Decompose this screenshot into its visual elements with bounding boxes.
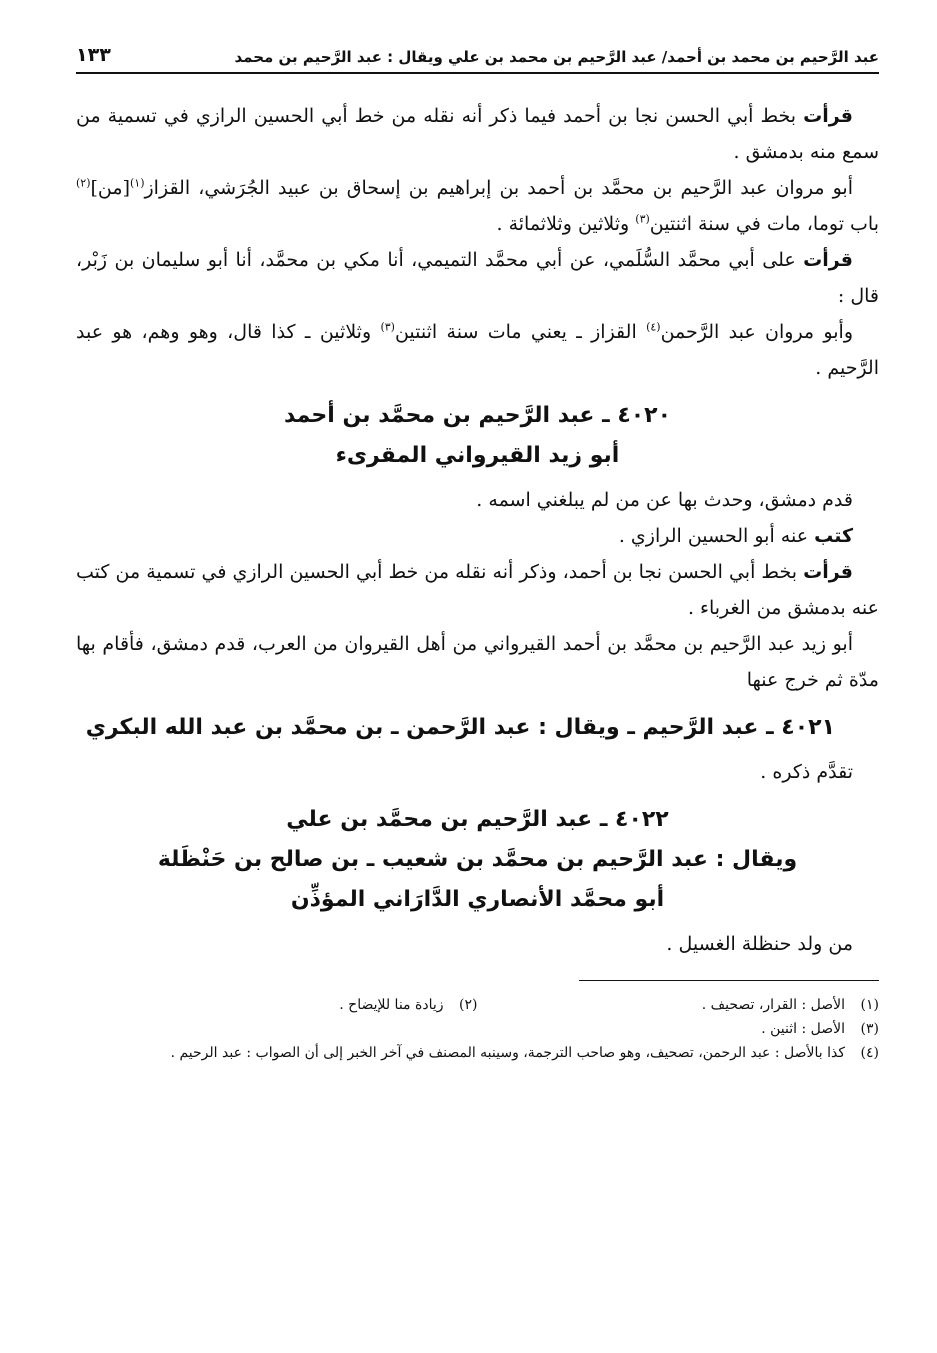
entry-subtitle: ويقال : عبد الرَّحيم بن محمَّد بن شعيب ـ بن صالح بن حَنْظَلة <box>157 847 798 872</box>
paragraph <box>76 170 879 242</box>
entry-title: ٤٠٢٠ ـ عبد الرَّحيم بن محمَّد بن أحمد <box>283 403 672 428</box>
paragraph-text: وأبو مروان عبد الرَّحمن <box>660 321 853 343</box>
paragraph-text: بخط أبي الحسن نجا بن أحمد فيما ذكر أنه نقله من خط أبي الحسين الرازي في تسمية من سمع منه بدمشق . <box>76 105 879 163</box>
page <box>76 44 879 1065</box>
running-title: عبد الرَّحيم بن محمد بن أحمد/ عبد الرَّحيم بن محمد بن علي ويقال : عبد الرَّحيم بن محمد <box>234 48 879 66</box>
paragraph: أبو زيد عبد الرَّحيم بن محمَّد بن أحمد القيرواني من أهل القيروان من العرب، قدم دمشق، فأقام بها مدّة ثم خرج عنها <box>76 633 879 691</box>
running-header <box>76 44 879 74</box>
footnote-ref: (٢) <box>76 176 91 190</box>
paragraph-text: عنه أبو الحسين الرازي . <box>618 525 815 547</box>
paragraph-text: بخط أبي الحسن نجا بن أحمد، وذكر أنه نقله من خط أبي الحسين الرازي في تسمية من كتب عنه بدمشق من الغرباء . <box>76 561 879 619</box>
paragraph-text: وثلاثين وثلاثمائة . <box>496 213 636 235</box>
footnote-divider <box>579 980 879 981</box>
footnote-row <box>76 993 879 1017</box>
paragraph-text: أبو مروان عبد الرَّحيم بن محمَّد بن أحمد بن إبراهيم بن إسحاق بن عبيد الجُرَشي، القزاز <box>144 177 853 199</box>
paragraph <box>76 314 879 386</box>
footnote-ref: (٣) <box>380 320 395 334</box>
footnote-number: (٣) <box>860 1021 879 1037</box>
keyword: قرأت <box>803 561 853 583</box>
footnote-text: زيادة منا للإيضاح . <box>339 997 444 1013</box>
keyword: قرأت <box>803 249 853 271</box>
keyword: قرأت <box>803 105 853 127</box>
paragraph: قدم دمشق، وحدث بها عن من لم يبلغني اسمه . <box>476 489 853 511</box>
entry-subtitle: أبو زيد القيرواني المقرىء <box>335 443 620 468</box>
footnote-text: كذا بالأصل : عبد الرحمن، تصحيف، وهو صاحب الترجمة، وسينبه المصنف في آخر الخبر إلى أن الصواب : عبد الرحيم . <box>170 1045 845 1061</box>
paragraph-text: باب توما، مات في سنة اثنتين <box>649 213 879 235</box>
paragraph-text: وثلاثين ـ كذا قال، وهو وهم، هو عبد الرَّحيم . <box>76 321 879 379</box>
footnote-ref: (٣) <box>635 212 650 226</box>
footnote-number: (٢) <box>459 997 478 1013</box>
entry-heading <box>76 396 879 476</box>
entry-title: ٤٠٢٢ ـ عبد الرَّحيم بن محمَّد بن علي <box>286 807 669 832</box>
paragraph <box>76 554 879 626</box>
footnote-text: الأصل : القرار، تصحيف . <box>701 997 845 1013</box>
page-number: ١٣٣ <box>76 44 111 66</box>
paragraph <box>76 518 879 554</box>
footnote <box>478 993 880 1017</box>
footnote-text: الأصل : اثنين . <box>761 1021 845 1037</box>
footnote <box>76 1017 879 1041</box>
paragraph-text: [من] <box>90 177 130 199</box>
paragraph: تقدَّم ذكره . <box>760 761 853 783</box>
paragraph <box>76 98 879 170</box>
main-text <box>76 98 879 962</box>
paragraph <box>76 242 879 314</box>
footnote-ref: (١) <box>129 176 145 190</box>
paragraph-text: القزاز ـ يعني مات سنة اثنتين <box>394 321 647 343</box>
footnote <box>76 1041 879 1065</box>
paragraph-text: على أبي محمَّد السُّلَمي، عن أبي محمَّد التميمي، أنا مكي بن محمَّد، أنا أبو سليمان بن زَبْر، قال : <box>76 249 879 307</box>
entry-subtitle: أبو محمَّد الأنصاري الدَّارَاني المؤذِّن <box>290 887 665 912</box>
paragraph: من ولد حنظلة الغسيل . <box>666 933 853 955</box>
entry-heading <box>76 800 879 920</box>
footnote-number: (١) <box>860 997 879 1013</box>
footnotes <box>76 993 879 1065</box>
keyword: كتب <box>814 525 853 547</box>
footnote <box>76 993 478 1017</box>
entry-title: ٤٠٢١ ـ عبد الرَّحيم ـ ويقال : عبد الرَّحمن ـ بن محمَّد بن عبد الله البكري <box>85 715 835 740</box>
footnote-number: (٤) <box>860 1045 879 1061</box>
footnote-ref: (٤) <box>646 320 661 334</box>
